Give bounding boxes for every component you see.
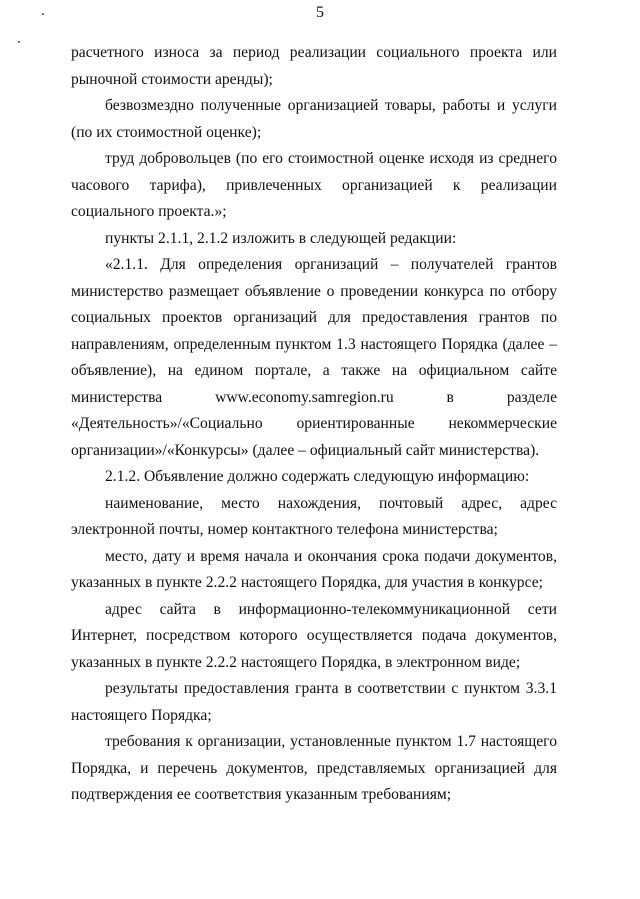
paragraph: труд добровольцев (по его стоимостной оценке исходя из среднего часового тарифа), привлеченных организацией к реализации социального проекта.»;: [71, 150, 557, 220]
paragraph: требования к организации, установленные пунктом 1.7 настоящего Порядка, и перечень документов, представляемых организацией для подтверждения ее соответствия указанным требованиям;: [71, 733, 557, 803]
page-number: 5: [316, 4, 324, 21]
paragraph: «2.1.1. Для определения организаций – получателей грантов министерство размещает объявление о проведении конкурса по отбору социальных проектов организаций для предоставления грантов по направлениям, определенным пунктом 1.3 настоящего Порядка (далее – объявление), на едином портале, а также на официальном сайте министерства www.economy.samregion.ru в разделе «Деятельность»/«Социально ориентированные некоммерческие организации»/«Конкурсы» (далее – официальный сайт министерства).: [71, 256, 557, 459]
paragraph: адрес сайта в информационно-телекоммуникационной сети Интернет, посредством которого осуществляется подача документов, указанных в пункте 2.2.2 настоящего Порядка, в электронном виде;: [71, 600, 557, 671]
paragraph: расчетного износа за период реализации социального проекта или рыночной стоимости аренды);: [71, 44, 557, 88]
scan-speck: [18, 41, 20, 43]
paragraph: пункты 2.1.1, 2.1.2 изложить в следующей редакции:: [105, 229, 457, 247]
paragraph: безвозмездно полученные организацией товары, работы и услуги (по их стоимостной оценке);: [71, 97, 557, 141]
document-body: [71, 40, 557, 809]
paragraph: наименование, место нахождения, почтовый адрес, адрес электронной почты, номер контактного телефона министерства;: [71, 494, 557, 538]
paragraph: 2.1.2. Объявление должно содержать следующую информацию:: [105, 468, 530, 485]
paragraph: место, дату и время начала и окончания срока подачи документов, указанных в пункте 2.2.2 настоящего Порядка, для участия в конкурсе;: [71, 547, 557, 591]
paragraph: результаты предоставления гранта в соответствии с пунктом 3.3.1 настоящего Порядка;: [71, 680, 557, 724]
